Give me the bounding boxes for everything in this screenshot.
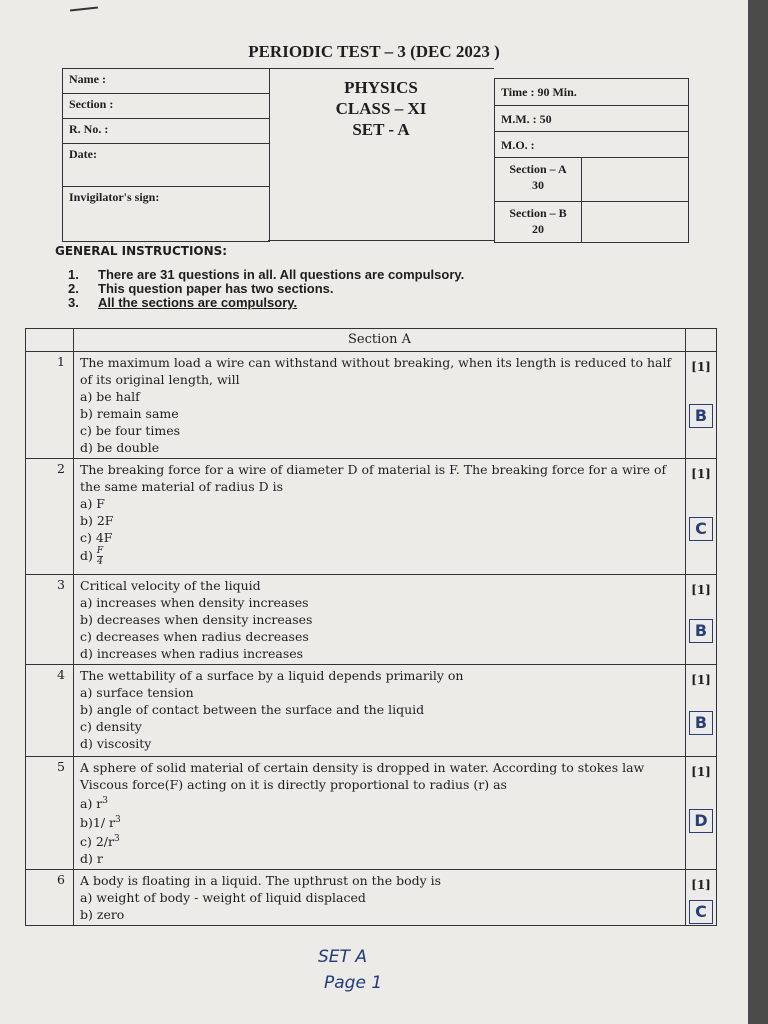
marks-label: [1] xyxy=(691,765,711,779)
question-body xyxy=(74,352,686,459)
question-number: 6 xyxy=(26,870,74,926)
question-body xyxy=(74,459,686,575)
question-text: Critical velocity of the liquid xyxy=(80,578,261,593)
instruction-item: 1. There are 31 questions in all. All questions are compulsory. xyxy=(68,267,465,282)
question-number: 4 xyxy=(26,665,74,757)
option: b) 2F xyxy=(80,513,114,528)
marks-cell xyxy=(686,870,717,926)
question-body xyxy=(74,665,686,757)
option: a) $r^3$ xyxy=(80,796,109,812)
questions-table xyxy=(25,328,717,926)
page-title: PERIODIC TEST – 3 (DEC 2023 ) xyxy=(248,42,500,61)
option: d) increases when radius increases xyxy=(80,646,304,661)
instructions-list xyxy=(68,268,464,310)
section-b-marks: 20 xyxy=(532,222,544,236)
question-row xyxy=(26,665,717,757)
question-body xyxy=(74,870,686,926)
option: d) be double xyxy=(80,440,160,455)
option: a) F xyxy=(80,496,105,511)
question-text: The breaking force for a wire of diameter D of material is F. The breaking force for a wire of the same material of radius D is xyxy=(80,462,667,494)
question-row xyxy=(26,459,717,575)
answer-box: B xyxy=(689,619,713,643)
student-info-box xyxy=(62,68,270,242)
option: c) 4F xyxy=(80,530,113,545)
question-number: 1 xyxy=(26,352,74,459)
fraction: $\frac{F}{4}$ xyxy=(96,546,104,567)
instructions-heading: GENERAL INSTRUCTIONS: xyxy=(55,244,228,258)
handwritten-page: Page 1 xyxy=(324,973,383,993)
time-label: Time : 90 Min. xyxy=(495,79,688,106)
option: d) r xyxy=(80,851,103,867)
marks-label: [1] xyxy=(691,878,711,893)
marks-label: [1] xyxy=(691,360,711,374)
marks-cell xyxy=(686,757,717,870)
question-text: The wettability of a surface by a liquid depends primarily on xyxy=(80,668,464,683)
answer-box: B xyxy=(689,404,713,428)
question-number: 3 xyxy=(26,575,74,665)
option: c) $2/r^3$ xyxy=(80,834,120,850)
marks-cell xyxy=(686,352,717,459)
option: d) $\frac{F}{4}$ xyxy=(80,546,104,567)
answer-box: C xyxy=(689,900,713,924)
roll-no-field: R. No. : xyxy=(63,119,269,144)
option: a) increases when density increases xyxy=(80,595,309,610)
question-row xyxy=(26,352,717,459)
option: c) decreases when radius decreases xyxy=(80,629,309,644)
subject-box xyxy=(268,68,494,241)
marks-obtained-label: M.O. : xyxy=(495,132,688,158)
answer-box: D xyxy=(689,809,713,833)
option: a) weight of body - weight of liquid displaced xyxy=(80,890,366,906)
option: a) surface tension xyxy=(80,685,194,700)
handwritten-set: SET A xyxy=(318,947,367,967)
option: b) angle of contact between the surface and the liquid xyxy=(80,702,425,717)
invigilator-sign-field: Invigilator's sign: xyxy=(63,187,269,242)
instruction-item: 3. All the sections are compulsory. xyxy=(68,295,298,310)
marks-cell xyxy=(686,665,717,757)
question-number: 2 xyxy=(26,459,74,575)
question-row xyxy=(26,870,717,926)
option: b) remain same xyxy=(80,406,179,421)
section-title: Section A xyxy=(74,329,686,352)
option: d) viscosity xyxy=(80,736,152,751)
option: c) be four times xyxy=(80,423,181,438)
section-a-marks: 30 xyxy=(532,178,544,192)
question-number: 5 xyxy=(26,757,74,870)
question-row xyxy=(26,757,717,870)
section-header-row xyxy=(26,329,717,352)
section-field: Section : xyxy=(63,94,269,119)
marks-cell xyxy=(686,459,717,575)
question-row xyxy=(26,575,717,665)
option: b) zero xyxy=(80,907,125,923)
instruction-item: 2. This question paper has two sections. xyxy=(68,281,334,296)
subject-label: PHYSICS xyxy=(344,78,418,97)
marks-label: [1] xyxy=(691,583,711,597)
question-text: The maximum load a wire can withstand without breaking, when its length is reduced to half of its original length, will xyxy=(80,355,672,387)
pen-mark xyxy=(70,7,98,12)
question-text: A sphere of solid material of certain density is dropped in water. According to stokes law Viscous force(F) acting on it is directly proportional to radius (r) as xyxy=(80,760,645,792)
question-text: A body is floating in a liquid. The upthrust on the body is xyxy=(80,873,442,889)
marks-label: [1] xyxy=(691,673,711,687)
section-a-label: Section – A xyxy=(509,162,567,176)
option: c) density xyxy=(80,719,142,734)
marks-label: [1] xyxy=(691,467,711,481)
option: b)1/ $r^3$ xyxy=(80,815,121,831)
section-b-label: Section – B xyxy=(509,206,567,220)
class-label: CLASS – XI xyxy=(335,99,427,118)
marks-cell xyxy=(686,575,717,665)
marks-box xyxy=(494,78,689,243)
question-body xyxy=(74,575,686,665)
answer-box: C xyxy=(689,517,713,541)
answer-box: B xyxy=(689,711,713,735)
option: a) be half xyxy=(80,389,140,404)
section-b-row xyxy=(495,202,688,242)
set-label: SET - A xyxy=(352,120,410,139)
max-marks-label: M.M. : 50 xyxy=(495,106,688,132)
section-a-row xyxy=(495,158,688,202)
date-field: Date: xyxy=(63,144,269,187)
question-body xyxy=(74,757,686,870)
name-field: Name : xyxy=(63,69,269,94)
handwritten-note xyxy=(318,944,382,996)
option: b) decreases when density increases xyxy=(80,612,313,627)
